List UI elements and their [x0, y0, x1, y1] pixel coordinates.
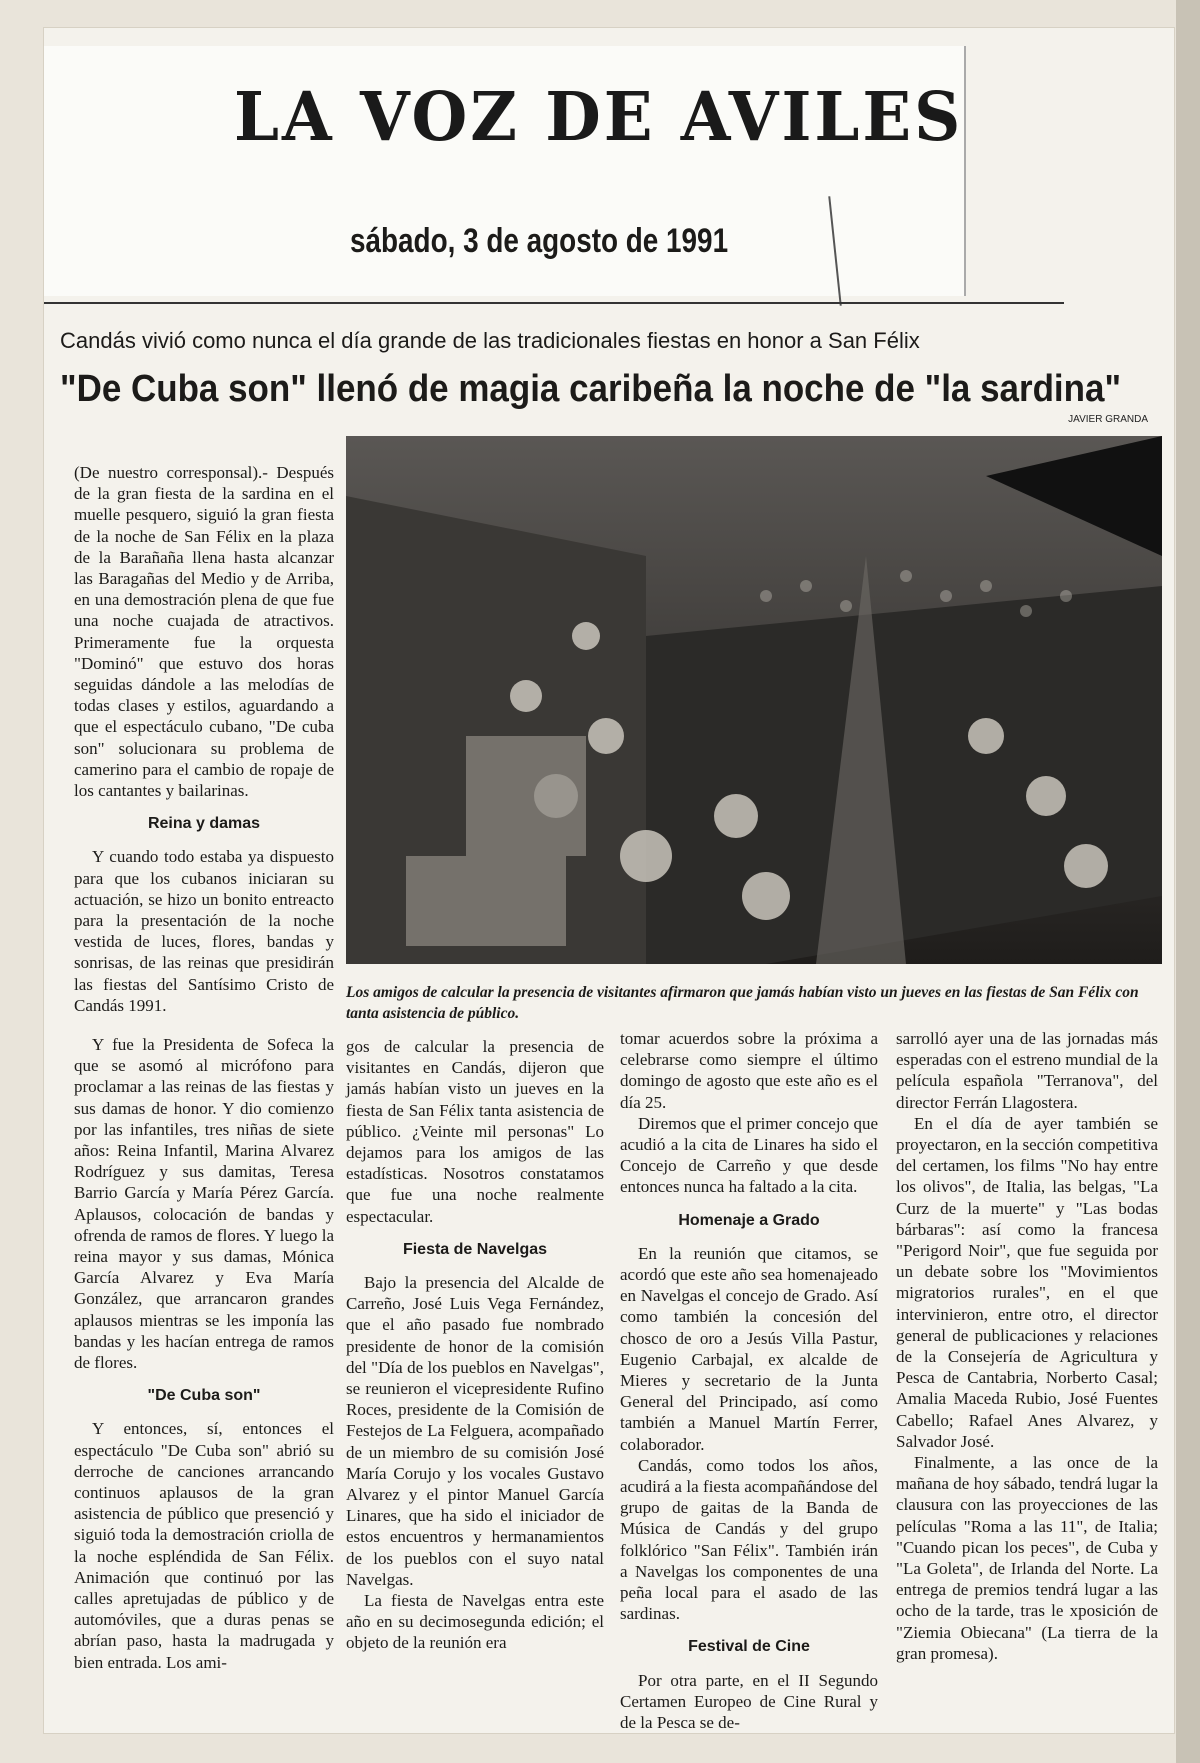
subheading: Homenaje a Grado	[678, 1211, 820, 1229]
paragraph: La fiesta de Navelgas entra este año en su decimosegunda edición; el objeto de la reunión era	[346, 1591, 604, 1653]
paragraph: Y entonces, sí, entonces el espectáculo "De Cuba son" abrió su derroche de canciones arrancando continuos aplausos de la gran asistencia de público que presenció y siguió toda la demostración criolla de la noche espléndida de San Félix. Animación que continuó por las calles apretujadas de público y de automóviles, que a duras penas se abrían paso, hasta la madrugada y bien entrada. Los ami-	[74, 1419, 334, 1672]
crowd-photo-image	[346, 436, 1162, 964]
paragraph: sarrolló ayer una de las jornadas más esperadas con el estreno mundial de la película española "Terranova", del director Ferrán Llagostera.	[896, 1029, 1158, 1112]
masthead-area	[44, 46, 966, 296]
paragraph: (De nuestro corresponsal).- Después de la gran fiesta de la sardina en el muelle pesquero, siguió la gran fiesta de la noche de San Félix en la plaza de la Barañaña llena hasta alcanzar las Baragañas del Medio y de Arriba, en una demostración plena de que fue una noche cuajada de atractivos. Primeramente fue la orquesta "Dominó" que estuvo dos horas seguidas dándole a las melodías de todas clases y estilos, aguardando a que el espectáculo cubano, "De cuba son" solucionara su problema de camerino para el cambio de ropaje de los cantantes y bailarinas.	[74, 463, 334, 801]
paragraph: Candás, como todos los años, acudirá a la fiesta acompañándose del grupo de gaitas de la Banda de Música de Candás y del grupo folklórico "San Félix". También irán a Navelgas los componentes de una peña local para el asado de las sardinas.	[620, 1455, 878, 1624]
article-column-1	[74, 462, 334, 1016]
article-column-2	[346, 1036, 604, 1654]
photo-credit: JAVIER GRANDA	[1068, 414, 1148, 425]
paragraph: Bajo la presencia del Alcalde de Carreño, José Luis Vega Fernández, que el año pasado fue nombrado presidente de honor de la comisión del "Día de los pueblos en Navelgas", se reunieron el vicepresidente Rufino Roces, presidente de la Comisión de Festejos de La Felguera, acompañado de un miembro de su comisión José María Corujo y los vocales Gustavo Alvarez y el pintor Manuel García Linares, que ha sido el iniciador de estos encuentros y hermanamientos de los pueblos con el suyo natal Navelgas.	[346, 1273, 604, 1589]
subheading: "De Cuba son"	[147, 1387, 261, 1405]
paragraph: Finalmente, a las once de la mañana de hoy sábado, tendrá lugar la clausura con las proyecciones de las películas "Roma a las 11", de Italia; "Cuando pican los peces", de Cuba y "La Goleta", de Irlanda del Norte. La entrega de premios tendrá lugar a las ocho de la tarde, tras le xposición de "Ziemia Obiecana" (La tierra de la gran promesa).	[896, 1453, 1158, 1663]
paragraph: Y cuando todo estaba ya dispuesto para que los cubanos iniciaran su actuación, se hizo un bonito entreacto para la presentación de la noche vestida de luces, flores, bandas y sonrisas, de las reinas que presidirán las fiestas del Santísimo Cristo de Candás 1991.	[74, 847, 334, 1015]
paragraph: Diremos que el primer concejo que acudió a la cita de Linares ha sido el Concejo de Carreño y que desde entonces nunca ha faltado a la cita.	[620, 1113, 878, 1197]
crowd-photo	[346, 414, 1162, 964]
paragraph: gos de calcular la presencia de visitantes en Candás, dijeron que jamás habían visto un jueves en la fiesta de San Félix tanta asistencia de público. ¿Veinte mil personas" Lo dejamos para los amigos de las estadísticas. Nosotros constatamos que fue una noche realmente espectacular.	[346, 1037, 604, 1226]
subheading: Fiesta de Navelgas	[402, 1240, 548, 1258]
subheading: Festival de Cine	[688, 1638, 810, 1656]
article-column-1-continued	[74, 1034, 334, 1673]
article-column-3	[620, 1028, 878, 1733]
issue-date: sábado, 3 de agosto de 1991	[350, 222, 729, 260]
article-kicker: Candás vivió como nunca el día grande de las tradicionales fiestas en honor a San Félix	[60, 328, 920, 353]
newspaper-masthead: LA VOZ DE AVILES	[234, 78, 964, 157]
article-column-4	[896, 1028, 1158, 1664]
paragraph: Por otra parte, en el II Segundo Certamen Europeo de Cine Rural y de la Pesca se de-	[620, 1670, 878, 1733]
subheading: Reina y damas	[147, 815, 261, 833]
paragraph: tomar acuerdos sobre la próxima a celebrarse como siempre el último domingo de agosto que este año es el día 25.	[620, 1029, 878, 1112]
paragraph: En la reunión que citamos, se acordó que este año sea homenajeado en Navelgas el concejo de Grado. Así como también la concesión del chosco de oro a Jesús Villa Pastur, Eugenio Carbajal, ex alcalde de Mieres y secretario de la Junta General del Principado, así como también a Manuel Martín Ferrer, colaborador.	[620, 1243, 878, 1454]
page-edge	[1176, 0, 1200, 1763]
pen-mark	[828, 196, 841, 306]
newspaper-clipping	[44, 28, 1174, 1733]
photo-caption: Los amigos de calcular la presencia de visitantes afirmaron que jamás habían visto un jueves en las fiestas de San Félix con tanta asistencia de público.	[346, 984, 1139, 1022]
section-rule	[44, 302, 1064, 304]
paragraph: En el día de ayer también se proyectaron, en la sección competitiva del certamen, los films "No hay entre los olivos", de Italia, las belgas, "La Curz de la muerte" y "Las bodas bárbaras": así como la francesa "Perigord Noir", que fue seguida por un debate sobre los "Movimientos migratorios rurales", en el que intervinieron, entre otro, el director general de publicaciones y relaciones de la Consejería de Agricultura y Pesca de Cantabria, Norberto Casal; Amalia Maceda Rubio, José Fuentes Cabello; Rafael Anes Alvarez, y Salvador José.	[896, 1113, 1158, 1451]
article-headline: "De Cuba son" llenó de magia caribeña la noche de "la sardina"	[60, 368, 1122, 410]
paragraph: Y fue la Presidenta de Sofeca la que se asomó al micrófono para proclamar a las reinas de las fiestas y sus damas de honor. Y dio comienzo por las infantiles, tres niñas de siete años: Reina Infantil, Marina Alvarez Rodríguez y sus damitas, Teresa Barrio García y María Pérez García. Aplausos, colocación de bandas y ofrenda de ramos de flores. Y luego la reina mayor y sus damas, Mónica García Alvarez y Eva María González, que arrancaron grandes aplausos mientras se les imponía las bandas y les hacían entrega de ramos de flores.	[74, 1035, 334, 1373]
